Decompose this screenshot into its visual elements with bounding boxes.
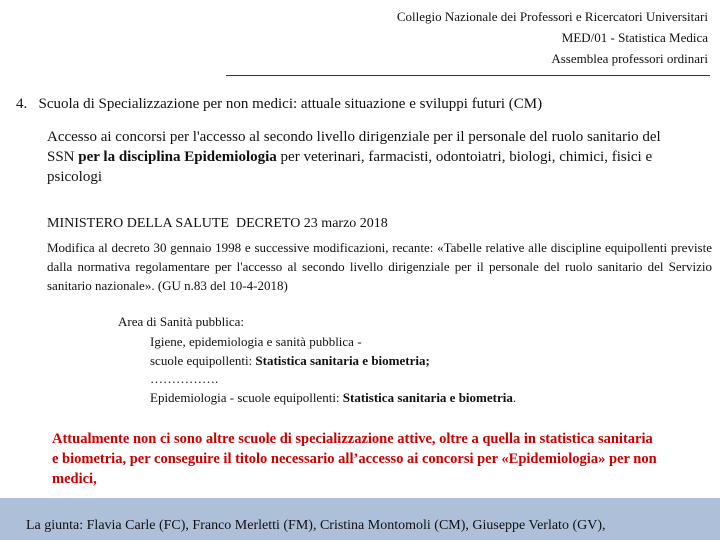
footer-bar: [0, 498, 720, 540]
document-header: [397, 6, 708, 69]
decree-heading: [47, 216, 388, 232]
notice-red: Attualmente non ci sono altre scuole di specializzazione attive, oltre a quella in statistica sanitaria e biometria, per conseguire il titolo necessario all’accesso ai concorsi per «Epidemiologia» per non medici,: [52, 431, 657, 487]
area-line-equipollenti-prefix: scuole equipollenti:: [150, 353, 256, 368]
agenda-item-number: 4.: [16, 96, 28, 112]
intro-paragraph: [47, 127, 687, 187]
decree-body: Modifica al decreto 30 gennaio 1998 e successive modificazioni, recante: «Tabelle relative alle discipline equipollenti previste dalla normativa regolamentare per l'accesso al secondo livello dirigenziale per il personale del ruolo sanitario del Servizio sanitario nazionale». (GU n.83 del 10-4-2018): [47, 240, 712, 293]
area-line-igiene: Igiene, epidemiologia e sanità pubblica -: [150, 334, 362, 349]
area-line-equipollenti: [150, 353, 430, 369]
area-line-epidemiologia-suffix: .: [512, 390, 517, 405]
area-ellipsis: …………….: [150, 371, 219, 386]
area-line-epidemiologia-bold: Statistica sanitaria e biometria: [342, 390, 513, 405]
agenda-item-text: Scuola di Specializzazione per non medici: attuale situazione e sviluppi futuri (CM): [38, 96, 543, 112]
area-line-epidemiologia-prefix: Epidemiologia - scuole equipollenti:: [150, 390, 343, 405]
header-institution: Collegio Nazionale dei Professori e Ricercatori Universitari: [396, 9, 708, 24]
intro-text-start: Accesso ai concorsi per l'accesso al secondo livello dirigenziale per il personale del ruolo sanitario del SSN: [47, 129, 661, 165]
decree-title: DECRETO 23 marzo 2018: [236, 216, 388, 231]
header-assembly: Assemblea professori ordinari: [551, 51, 708, 66]
area-line-epidemiologia: [150, 390, 516, 406]
footer-giunta: La giunta: Flavia Carle (FC), Franco Merletti (FM), Cristina Montomoli (CM), Giuseppe Verlato (GV),: [26, 518, 606, 533]
decree-ministry: MINISTERO DELLA SALUTE: [47, 216, 229, 231]
header-sector: MED/01 - Statistica Medica: [561, 30, 708, 45]
area-label: Area di Sanità pubblica:: [118, 314, 244, 329]
area-line-equipollenti-bold: Statistica sanitaria e biometria;: [255, 353, 430, 368]
agenda-item-title: [16, 96, 542, 113]
intro-bold-discipline: per la disciplina Epidemiologia: [78, 149, 277, 165]
intro-text-end: per veterinari, farmacisti, odontoiatri, biologi, chimici, fisici e psicologi: [47, 149, 653, 185]
header-divider: [226, 75, 710, 76]
